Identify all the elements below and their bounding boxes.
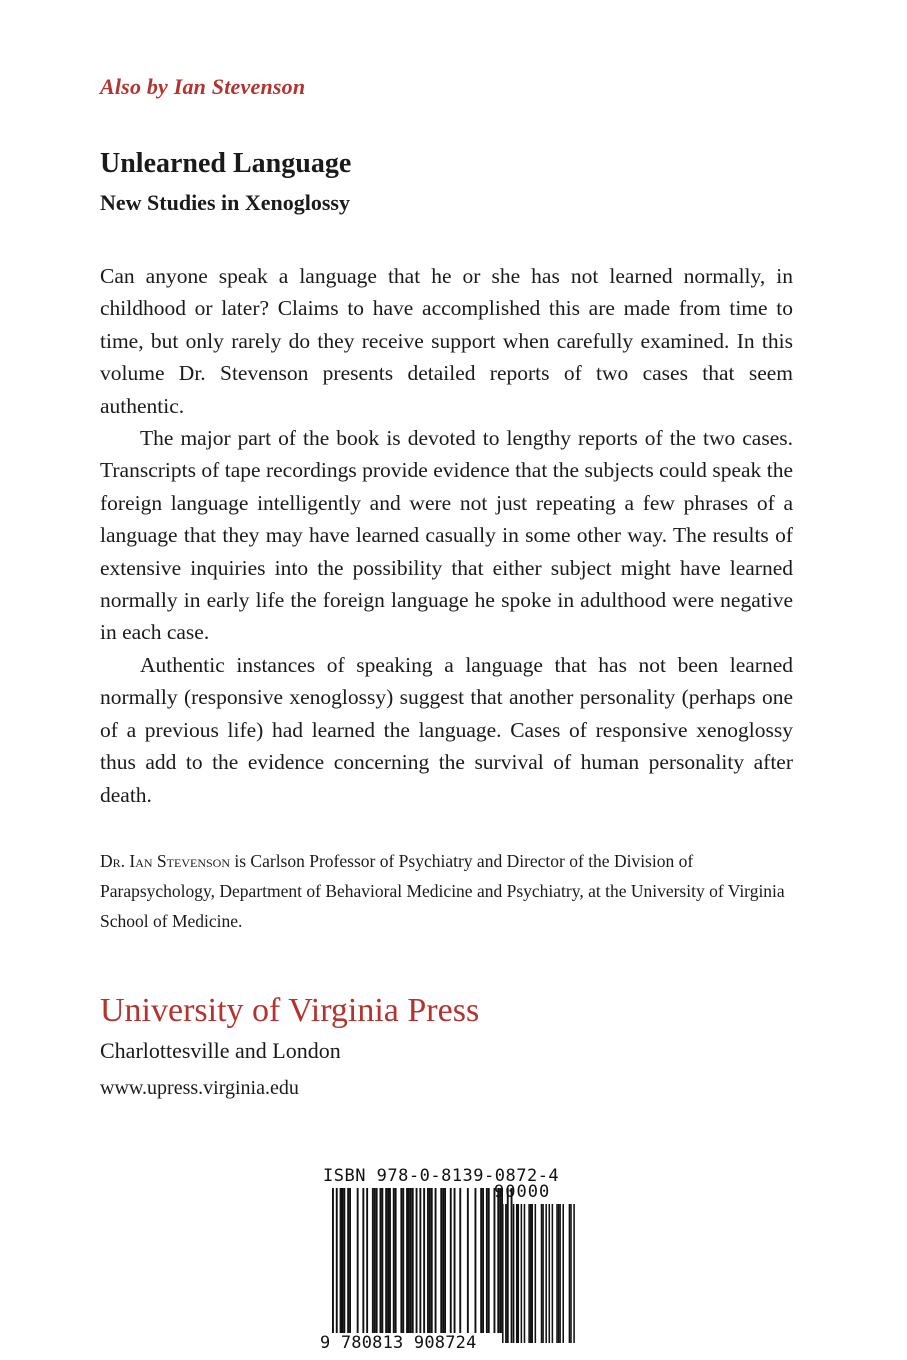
also-by-heading: Also by Ian Stevenson: [100, 74, 306, 99]
barcode-bar: [429, 1188, 431, 1333]
barcode-bar: [385, 1188, 387, 1333]
barcode-bar: [400, 1188, 402, 1333]
barcode-bar: [374, 1188, 376, 1333]
author-bio: [100, 846, 793, 936]
barcode-bar: [387, 1188, 389, 1333]
barcode-bar: [427, 1188, 429, 1333]
barcode-bar: [431, 1188, 433, 1333]
barcode-bar: [347, 1188, 349, 1333]
author-name: Dr. Ian Stevenson: [100, 851, 230, 871]
barcode-bar: [372, 1188, 374, 1333]
supplement-bar: [570, 1204, 572, 1343]
barcode-bar: [343, 1188, 345, 1333]
barcode-bar: [482, 1188, 484, 1333]
barcode-bar: [497, 1188, 499, 1333]
barcode-bar: [416, 1188, 418, 1333]
barcode-bar: [381, 1188, 383, 1333]
barcode-guard-bar: [332, 1188, 334, 1343]
supplement-bar: [569, 1204, 571, 1343]
supplement-bar: [542, 1204, 544, 1343]
barcode-guard-bar: [336, 1188, 338, 1343]
supplement-bar: [535, 1204, 537, 1343]
barcode-bar: [435, 1188, 437, 1333]
barcode-bar: [459, 1188, 461, 1333]
barcode-bar: [366, 1188, 368, 1333]
barcode-bar: [467, 1188, 469, 1333]
barcode-bar: [393, 1188, 395, 1333]
supplement-bar: [524, 1204, 526, 1343]
barcode-bar: [362, 1188, 364, 1333]
book-subtitle: New Studies in Xenoglossy: [100, 190, 350, 215]
barcode-bar: [442, 1188, 444, 1333]
supplement-bar: [541, 1204, 543, 1343]
supplement-bar: [502, 1204, 504, 1343]
supplement-bar: [556, 1204, 558, 1343]
supplement-bar: [518, 1204, 520, 1343]
barcode-bar: [395, 1188, 397, 1333]
supplement-bar: [516, 1204, 518, 1343]
barcode-bar: [450, 1188, 452, 1333]
barcode-guard-bar: [419, 1188, 421, 1343]
book-title: Unlearned Language: [100, 148, 352, 179]
barcode-bar: [342, 1188, 344, 1333]
barcode-bar: [380, 1188, 382, 1333]
barcode-bar: [402, 1188, 404, 1333]
barcode-bar: [440, 1188, 442, 1333]
supplement-bar: [528, 1204, 530, 1343]
description-paragraph-1: Can anyone speak a language that he or she has not learned normally, in childhood or later? Claims to have accomplished this are made from time to time, but only rarely do they receive support when carefully examined. In this volume Dr. Stevenson presents detailed reports of two cases that seem authentic.: [100, 264, 793, 418]
publisher-url: www.upress.virginia.edu: [100, 1077, 299, 1099]
barcode-bar: [475, 1188, 477, 1333]
supplement-bar: [505, 1204, 507, 1343]
barcode-bar: [454, 1188, 456, 1333]
supplement-bar: [559, 1204, 561, 1343]
supplement-bar: [562, 1204, 564, 1343]
price-code: 90000: [494, 1182, 551, 1202]
supplement-bar: [531, 1204, 533, 1343]
barcode-bar: [488, 1188, 490, 1333]
publisher-name: University of Virginia Press: [100, 992, 480, 1029]
description-paragraph-2: The major part of the book is devoted to lengthy reports of the two cases. Transcripts of tape recordings provide evidence that the subjects could speak the foreign language intelligently and were not just repeating a few phrases of a language that they may have learned casually in some other way. The results of extensive inquiries into the possibility that either subject might have learned normally in early life the foreign language he spoke in adulthood were negative in each case.: [100, 426, 793, 645]
barcode-bar: [389, 1188, 391, 1333]
supplement-bar: [549, 1204, 551, 1343]
supplement-bar: [552, 1204, 554, 1343]
barcode-bar: [499, 1188, 501, 1333]
description-text: [100, 260, 793, 811]
supplement-bar: [530, 1204, 532, 1343]
supplement-bar: [507, 1204, 509, 1343]
supplement-bar: [573, 1204, 575, 1343]
barcode-bar: [349, 1188, 351, 1333]
supplement-bar: [558, 1204, 560, 1343]
publisher-city: Charlottesville and London: [100, 1038, 341, 1063]
barcode-bar: [444, 1188, 446, 1333]
barcode-bar: [486, 1188, 488, 1333]
barcode-bar: [480, 1188, 482, 1333]
description-paragraph-3: Authentic instances of speaking a language that has not been learned normally (responsive xenoglossy) suggest that another personality (perhaps one of a previous life) had learned the language. Cases of responsive xenoglossy thus add to the evidence concerning the survival of human personality after death.: [100, 652, 793, 807]
ean-digits: 9 780813 908724: [320, 1333, 477, 1353]
supplement-bar: [513, 1204, 515, 1343]
barcode-bar: [494, 1188, 496, 1333]
barcode-bar: [408, 1188, 410, 1333]
barcode-bar: [376, 1188, 378, 1333]
barcode-bar: [410, 1188, 412, 1333]
author-bio-text: is Carlson Professor of Psychiatry and Director of the Division of Parapsychology, Department of Behavioral Medicine and Psychiatry, at the University of Virginia School of Medicine.: [100, 851, 785, 931]
isbn-label: ISBN 978-0-8139-0872-4: [323, 1166, 560, 1186]
supplement-bar: [521, 1204, 523, 1343]
barcode-bar: [406, 1188, 408, 1333]
barcode: [318, 1160, 590, 1360]
supplement-bar: [545, 1204, 547, 1343]
barcode-guard-bar: [511, 1188, 513, 1343]
barcode-bar: [357, 1188, 359, 1333]
barcode-bar: [412, 1188, 414, 1333]
barcode-bar: [340, 1188, 342, 1333]
barcode-guard-bar: [423, 1188, 425, 1343]
